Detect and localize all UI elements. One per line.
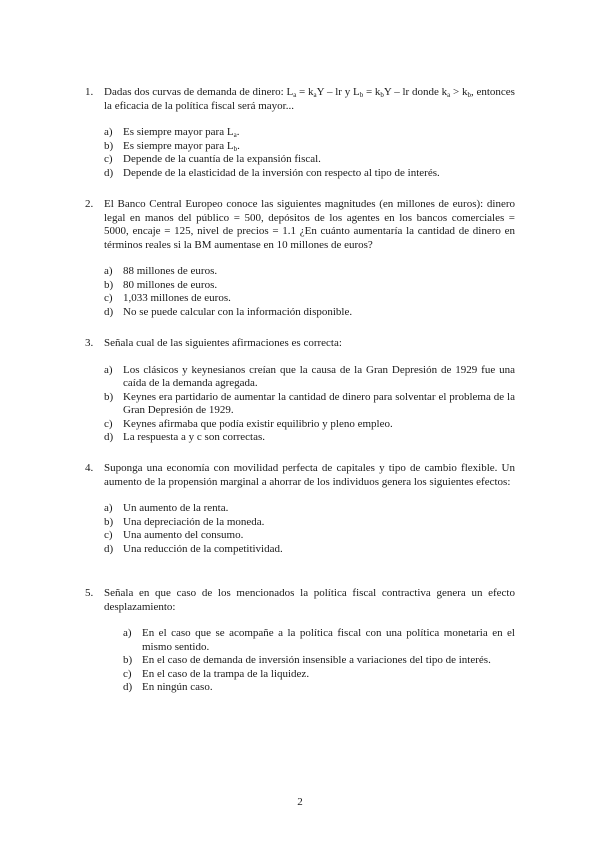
option-letter: c) [104,153,113,165]
option-text: En el caso que se acompañe a la política fiscal con una política monetaria en el mismo sentido. [142,627,515,653]
option-letter: b) [104,515,114,528]
option-text: No se puede calcular con la información disponible. [123,305,353,318]
question-text: El Banco Central Europeo conoce las siguientes magnitudes (en millones de euros): dinero legal en manos del público = 500, depósitos de los agentes en los bancos comerciales = 5000, encaje = 125, nivel de precios = 1.1 ¿En cuánto aumentaría la cantidad de dinero en términos reales si la BM aumentase en 10 millones de euros? [104,198,515,251]
option-text: Es siempre mayor para $L_b$. [123,139,240,153]
option-text: Keynes era partidario de aumentar la cantidad de dinero para solventar el problema de la Gran Depresión de 1929. [123,390,515,416]
question-text: Suponga una economía con movilidad perfecta de capitales y tipo de cambio flexible. Un aumento de la propensión marginal a ahorrar de los individuos genera los siguientes efectos: [104,462,515,488]
question-3 [85,337,515,445]
question-text: Señala en que caso de los mencionados la política fiscal contractiva genera un efecto desplazamiento: [104,587,515,613]
option-letter: d) [104,542,114,555]
option-b [123,654,515,668]
page-number: 2 [297,796,303,808]
option-letter: d) [104,166,114,179]
question-text: Señala cual de las siguientes afirmaciones es correcta: [104,337,342,349]
option-letter: b) [104,390,114,403]
question-2 [85,198,515,319]
option-list [104,126,515,180]
option-list [104,502,515,556]
option-letter: a) [104,126,113,138]
option-letter: d) [104,431,114,443]
question-text: Dadas dos curvas de demanda de dinero: $L_a = k_aY$ – lr y $L_b = k_bY$ – lr donde $k_a > k_b$, entonces la eficacia de la política fiscal será mayor... [104,86,515,112]
option-b [104,516,515,530]
option-text: Keynes afirmaba que podía existir equilibrio y pleno empleo. [123,417,393,430]
option-text: Depende de la cuantía de la expansión fiscal. [123,153,321,165]
option-letter: a) [104,363,113,376]
option-a [104,126,515,140]
option-text: Un aumento de la renta. [123,502,229,514]
option-letter: c) [104,292,113,304]
option-a [104,265,515,279]
option-a [104,364,515,391]
option-c [104,153,515,167]
question-1 [85,86,515,180]
option-letter: b) [104,278,114,291]
option-list [123,627,515,695]
option-text: Los clásicos y keynesianos creían que la causa de la Gran Depresión de 1929 fue una caída de la demanda agregada. [123,363,515,389]
option-text: En ningún caso. [142,681,213,693]
option-text: La respuesta a y c son correctas. [123,431,266,443]
question-number: 2. [85,198,94,210]
option-text: En el caso de la trampa de la liquidez. [142,667,310,680]
option-text: Es siempre mayor para $L_a$. [123,126,240,139]
question-4 [85,462,515,556]
option-d [104,306,515,320]
option-text: Una reducción de la competitividad. [123,542,283,555]
option-c [123,668,515,682]
option-text: 1,033 millones de euros. [123,292,231,304]
option-b [104,391,515,418]
option-letter: c) [104,529,113,541]
option-text: Depende de la elasticidad de la inversión con respecto al tipo de interés. [123,166,440,179]
option-c [104,529,515,543]
option-c [104,418,515,432]
option-d [104,167,515,181]
option-text: Una depreciación de la moneda. [123,515,265,528]
option-d [104,431,515,445]
option-list [104,265,515,319]
option-list [104,364,515,445]
option-d [104,543,515,557]
question-number: 4. [85,462,94,474]
option-text: Una aumento del consumo. [123,529,244,541]
option-b [104,279,515,293]
question-number: 1. [85,86,94,98]
option-letter: d) [123,681,133,693]
option-text: En el caso de demanda de inversión insensible a variaciones del tipo de interés. [142,654,491,666]
option-b [104,140,515,154]
option-c [104,292,515,306]
option-letter: a) [123,627,132,639]
question-number: 3. [85,337,94,349]
option-letter: a) [104,502,113,514]
option-letter: a) [104,265,113,277]
option-text: 88 millones de euros. [123,265,218,277]
option-letter: b) [123,654,133,666]
option-a [104,502,515,516]
option-a [123,627,515,654]
question-5 [85,587,515,695]
question-number: 5. [85,587,94,599]
option-letter: c) [123,667,132,680]
option-d [123,681,515,695]
option-letter: c) [104,417,113,430]
option-letter: d) [104,305,114,318]
option-text: 80 millones de euros. [123,278,218,291]
option-letter: b) [104,139,114,152]
